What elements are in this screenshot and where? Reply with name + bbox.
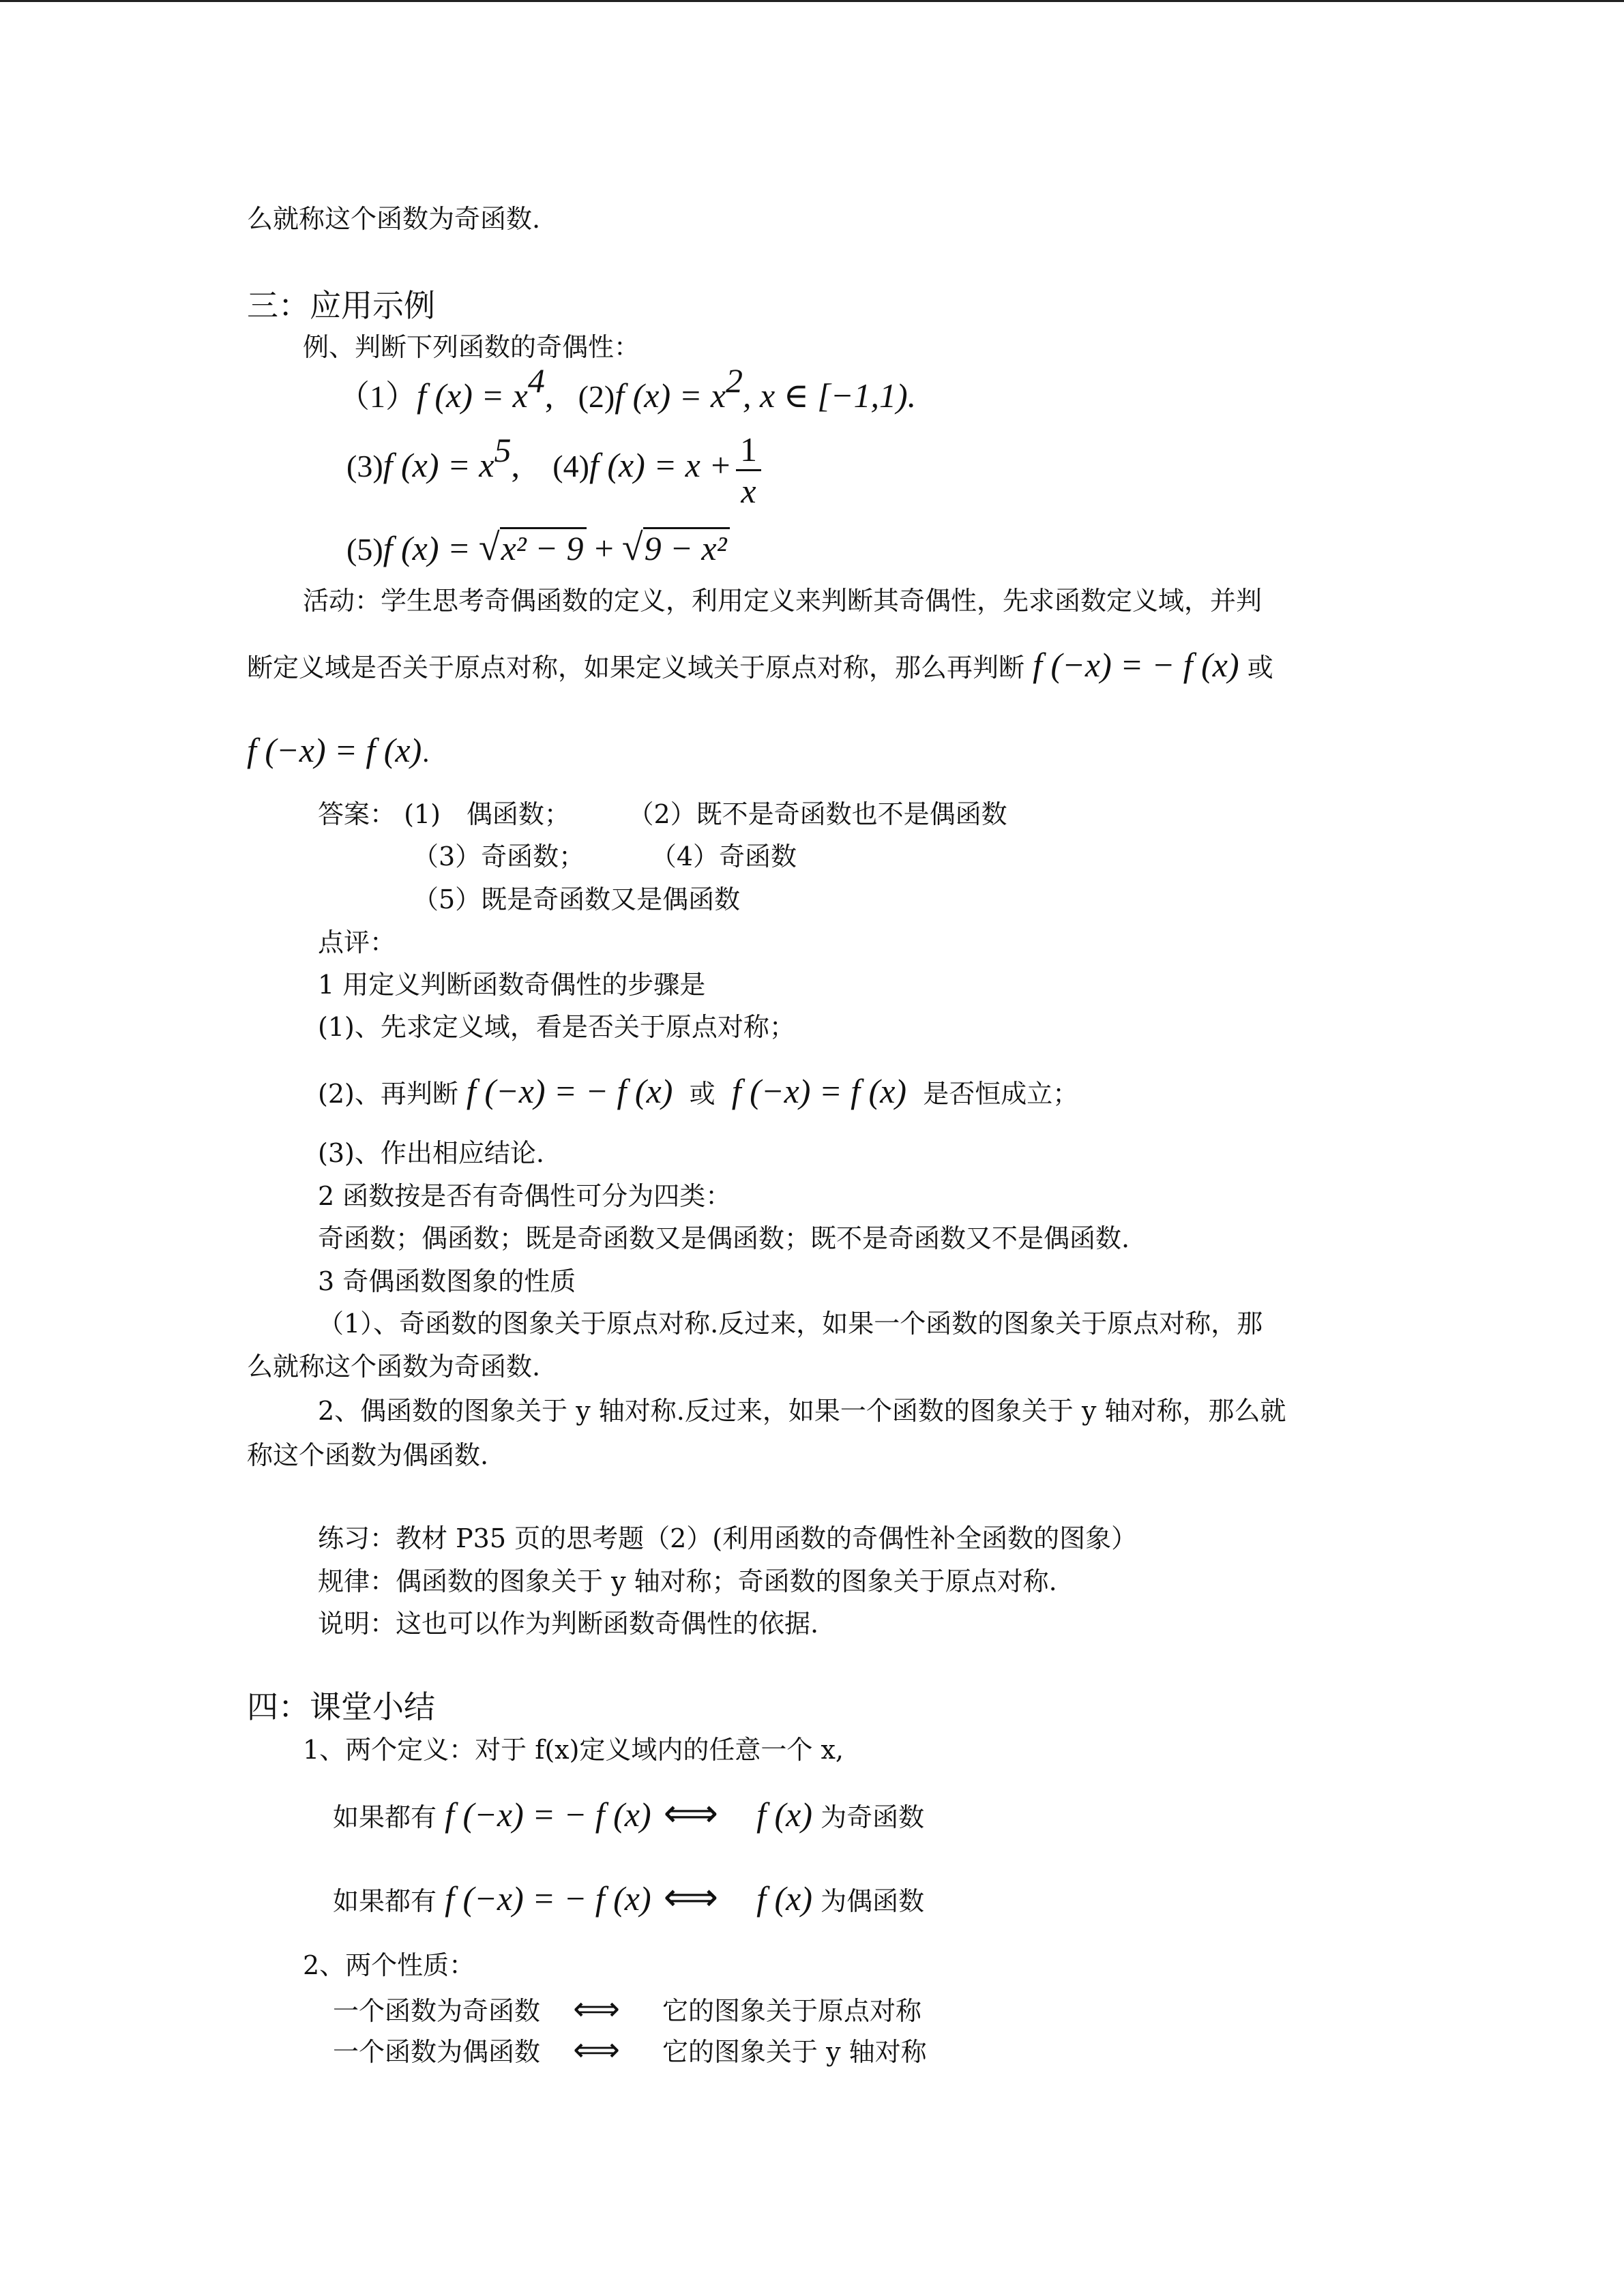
def-odd-suffix: 为奇函数	[821, 1802, 925, 1832]
comment-2-detail: 奇函数；偶函数；既是奇函数又是偶函数；既不是奇函数又不是偶函数.	[318, 1223, 1130, 1253]
example-row-2	[346, 430, 761, 511]
double-arrow-icon: ⟺	[573, 2031, 616, 2069]
ex1-label: （1）	[338, 379, 417, 414]
activity-period: .	[422, 738, 430, 768]
ex5-label: (5)	[346, 532, 383, 567]
comment-1-step-3: (3)、作出相应结论.	[318, 1138, 544, 1168]
ex5-radicand-1: x² − 9	[500, 527, 587, 567]
step-2-tail: 是否恒成立；	[923, 1079, 1079, 1109]
def-even-prefix: 如果都有	[333, 1886, 437, 1916]
prop-even-left: 一个函数为偶函数	[333, 2037, 541, 2067]
def-even-formula: f (−x) = − f (x)	[445, 1879, 651, 1918]
answer-label: 答案：	[318, 799, 396, 829]
section-heading-summary: 四：课堂小结	[247, 1688, 435, 1725]
property-odd	[333, 1990, 922, 2028]
example-row-3	[346, 528, 730, 567]
answer-2: （2）既不是奇函数也不是偶函数	[628, 799, 1007, 829]
def-odd-result: f (x)	[756, 1795, 812, 1834]
answer-4: （4）奇函数	[650, 841, 797, 871]
activity-line-1: 活动：学生思考奇偶函数的定义，利用定义来判断其奇偶性，先求函数定义域，并判	[303, 586, 1263, 616]
rule-line: 规律：偶函数的图象关于 y 轴对称；奇函数的图象关于原点对称.	[318, 1566, 1057, 1596]
answer-1: (1) 偶函数；	[404, 799, 570, 829]
def-odd-prefix: 如果都有	[333, 1802, 437, 1832]
step-2-formula-even: f (−x) = f (x)	[731, 1072, 907, 1110]
ex5-formula: f (x) =	[383, 529, 471, 567]
step-2-text: (2)、再判断	[318, 1079, 458, 1109]
def-even-result: f (x)	[756, 1879, 812, 1918]
ex4-numerator: 1	[736, 430, 761, 471]
section-heading-application: 三：应用示例	[247, 287, 435, 324]
double-arrow-icon: ⟺	[663, 1875, 714, 1920]
activity-formula-even: f (−x) = f (x)	[247, 731, 422, 769]
ex4-formula: f (x) = x +	[589, 446, 732, 484]
ex3-formula: f (x) = x	[383, 446, 494, 484]
activity-line-2	[247, 648, 1273, 682]
activity-or: 或	[1247, 653, 1273, 683]
prop-odd-left: 一个函数为奇函数	[333, 1996, 541, 2026]
note-line: 说明：这也可以作为判断函数奇偶性的依据.	[318, 1609, 819, 1639]
prop-odd-right: 它的图象关于原点对称	[662, 1996, 922, 2026]
ex5-sqrt-1: √x² − 9	[479, 528, 587, 567]
summary-definitions: 1、两个定义：对于 f(x)定义域内的任意一个 x,	[303, 1735, 844, 1765]
step-2-or: 或	[689, 1079, 715, 1109]
activity-line-3	[247, 733, 430, 767]
example-intro: 例、判断下列函数的奇偶性：	[303, 332, 640, 362]
continuation-line: 么就称这个函数为奇函数.	[247, 204, 541, 234]
definition-odd	[333, 1791, 925, 1836]
step-2-formula-odd: f (−x) = − f (x)	[466, 1072, 673, 1110]
practice-line: 练习：教材 P35 页的思考题（2）(利用函数的奇偶性补全函数的图象）	[318, 1523, 1138, 1553]
ex2-exponent: 2	[726, 361, 743, 400]
ex5-sqrt-2: √9 − x²	[622, 528, 730, 567]
comment-1-step-2	[318, 1074, 1078, 1108]
comment-label: 点评：	[318, 927, 396, 957]
comment-2: 2 函数按是否有奇偶性可分为四类：	[318, 1181, 732, 1211]
property-even	[333, 2031, 927, 2069]
comment-3-odd-a: （1）、奇函数的图象关于原点对称.反过来，如果一个函数的图象关于原点对称，那	[318, 1309, 1263, 1339]
answer-5: （5）既是奇函数又是偶函数	[413, 884, 741, 914]
ex2-domain: , x ∈ [−1,1).	[743, 376, 917, 415]
answer-line-2	[413, 841, 797, 871]
double-arrow-icon: ⟺	[663, 1791, 714, 1836]
def-even-suffix: 为偶函数	[821, 1886, 925, 1916]
ex5-plus: +	[594, 529, 614, 567]
ex3-separator: ,	[511, 446, 520, 484]
ex1-formula: f (x) = x	[417, 376, 528, 415]
answer-3: （3）奇函数；	[413, 841, 585, 871]
definition-even	[333, 1875, 925, 1920]
activity-formula-odd: f (−x) = − f (x)	[1033, 646, 1239, 684]
ex4-label: (4)	[552, 449, 589, 483]
double-arrow-icon: ⟺	[573, 1990, 616, 2028]
ex5-radicand-2: 9 − x²	[643, 527, 730, 567]
ex2-label: (2)	[578, 379, 615, 414]
ex2-formula: f (x) = x	[615, 376, 726, 415]
prop-even-right: 它的图象关于 y 轴对称	[662, 2037, 927, 2067]
ex1-exponent: 4	[527, 361, 545, 400]
ex4-denominator: x	[741, 472, 756, 510]
comment-1: 1 用定义判断函数奇偶性的步骤是	[318, 970, 706, 1000]
summary-properties: 2、两个性质：	[303, 1950, 475, 1980]
comment-1-step-1: (1)、先求定义域，看是否关于原点对称；	[318, 1012, 795, 1042]
comment-3: 3 奇偶函数图象的性质	[318, 1266, 576, 1296]
comment-3-odd-b: 么就称这个函数为奇函数.	[247, 1352, 541, 1382]
ex4-fraction	[736, 430, 761, 511]
activity-text-2: 断定义域是否关于原点对称，如果定义域关于原点对称，那么再判断	[247, 653, 1025, 683]
def-odd-formula: f (−x) = − f (x)	[445, 1795, 651, 1834]
comment-3-even-a: 2、偶函数的图象关于 y 轴对称.反过来，如果一个函数的图象关于 y 轴对称，那么就	[318, 1396, 1286, 1426]
ex3-label: (3)	[346, 449, 383, 483]
ex3-exponent: 5	[494, 431, 512, 469]
answer-line-1	[318, 801, 1007, 827]
page-top-border	[0, 0, 1624, 2]
example-row-1	[338, 361, 917, 415]
ex1-separator: ,	[544, 376, 554, 415]
comment-3-even-b: 称这个函数为偶函数.	[247, 1440, 489, 1470]
